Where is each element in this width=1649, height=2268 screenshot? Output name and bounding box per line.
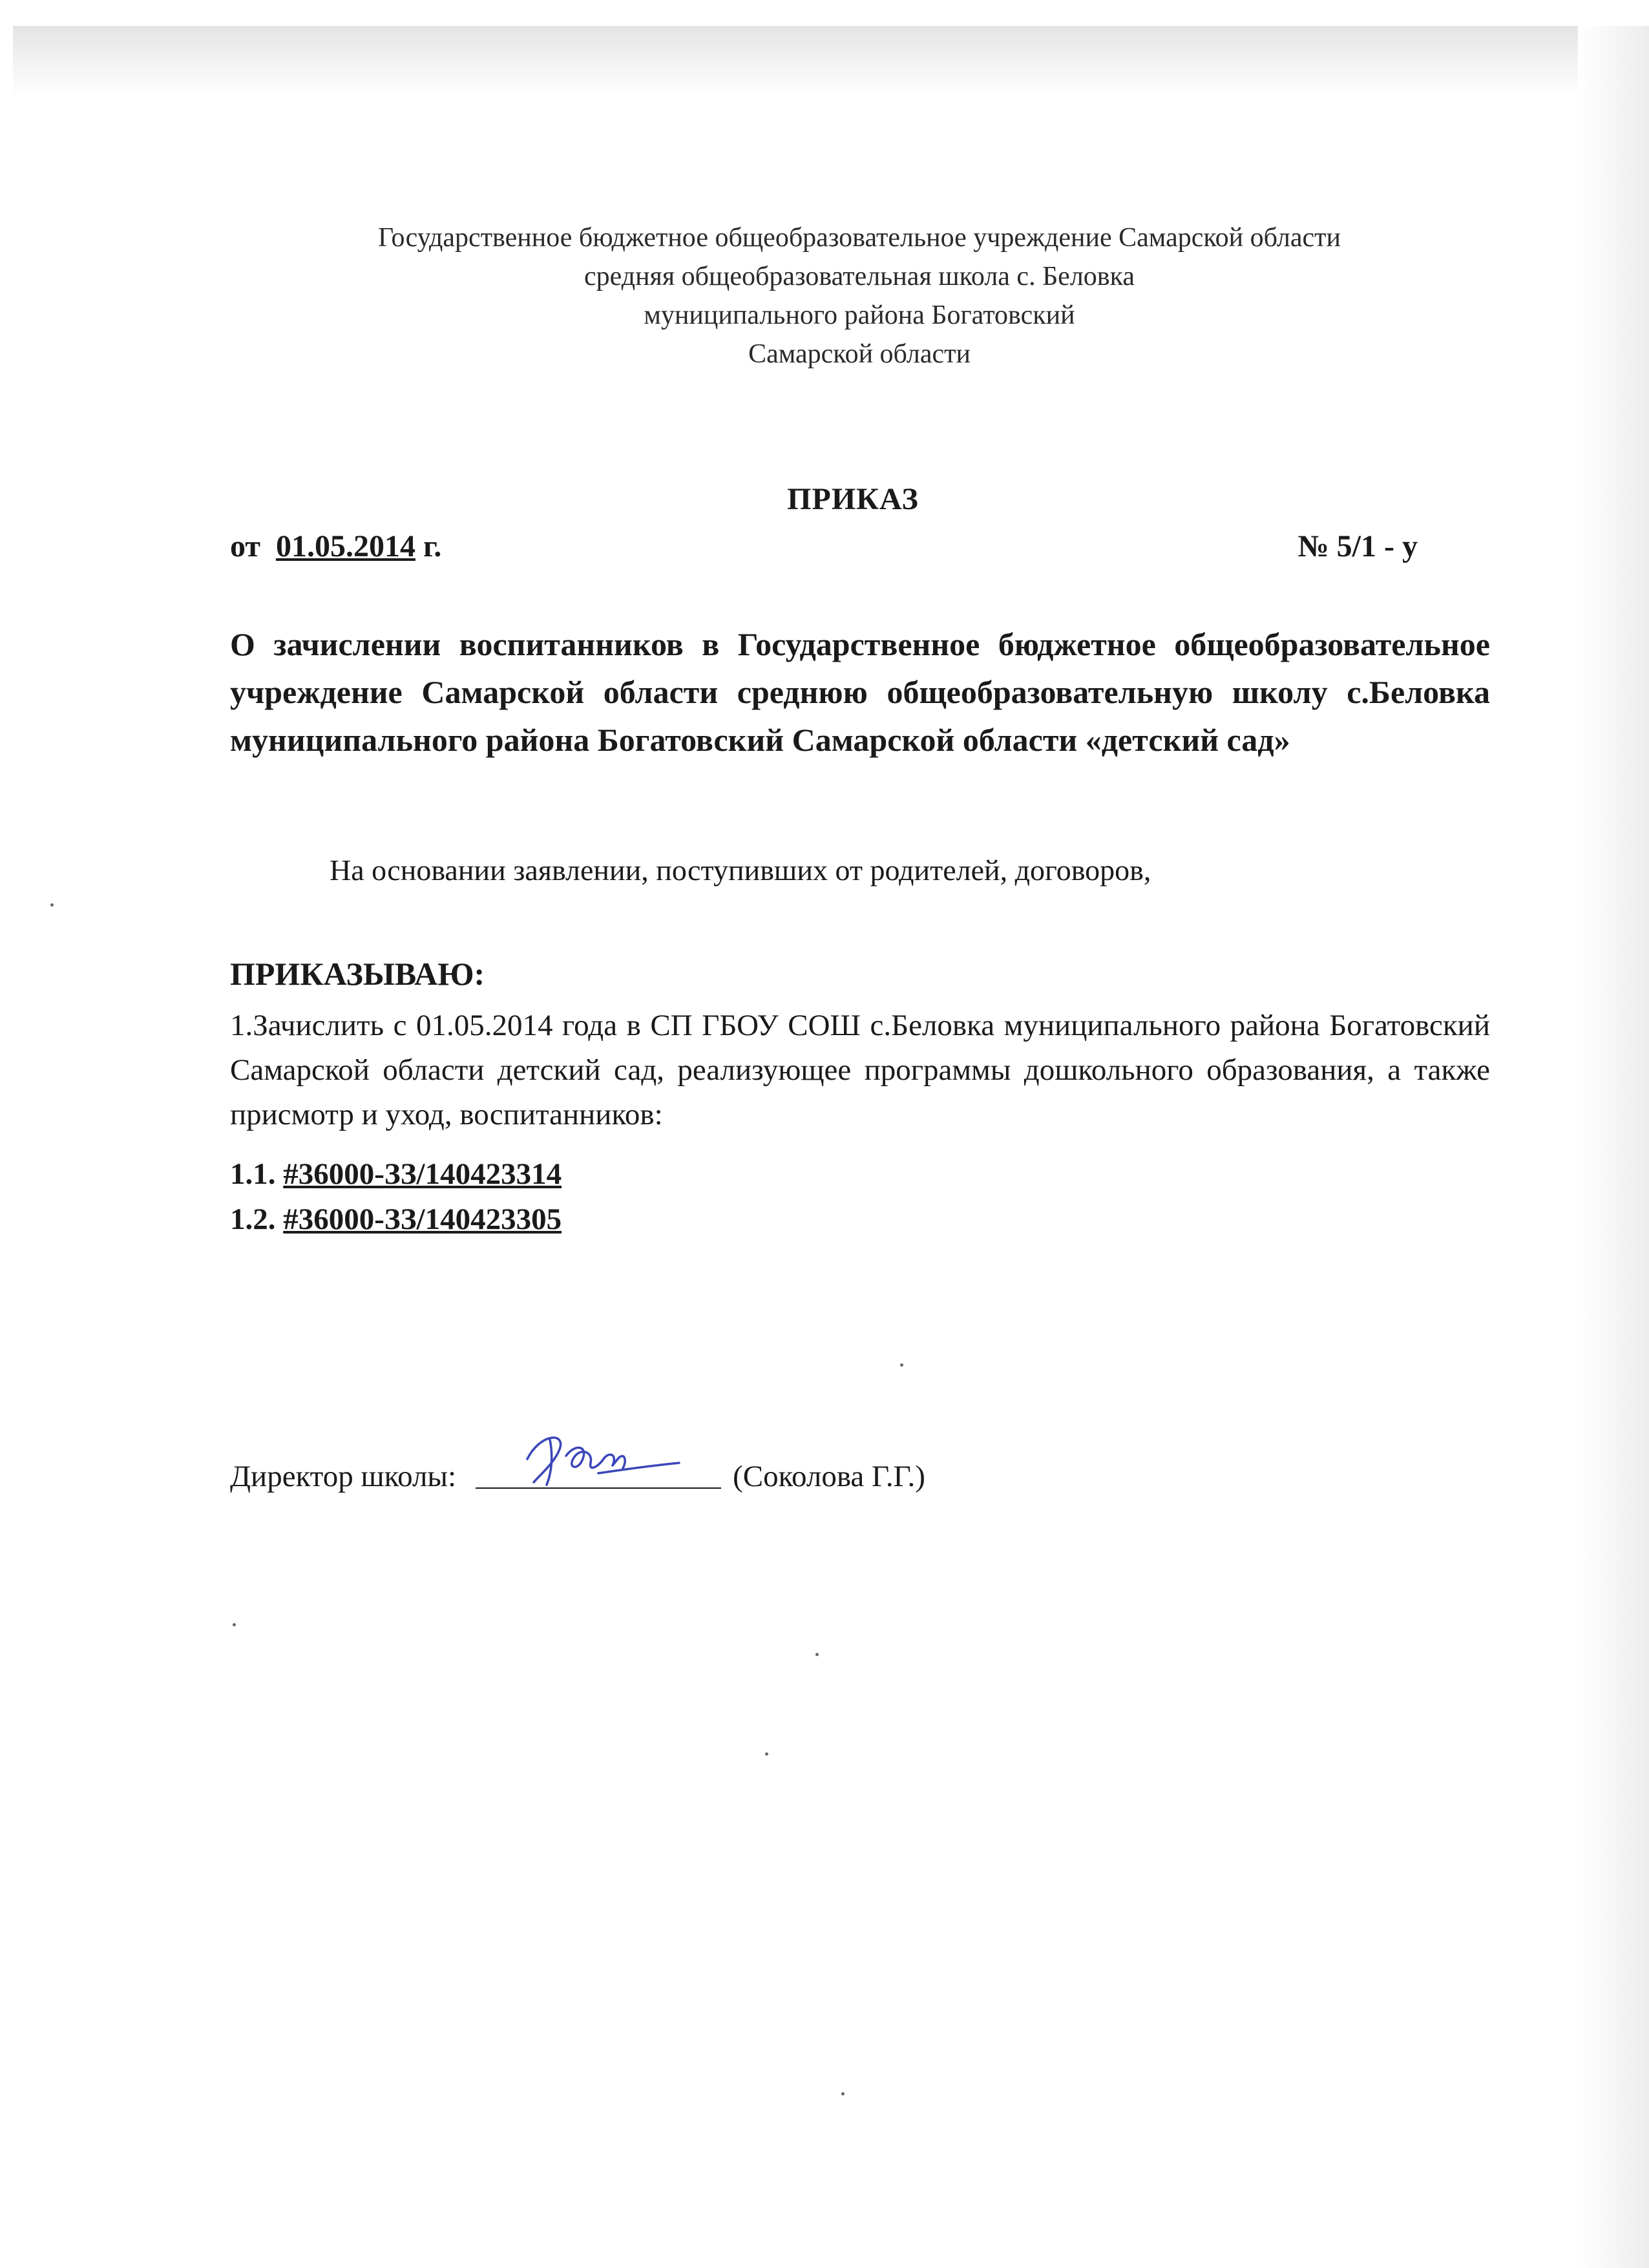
scan-speck [50,903,54,907]
date-suffix: г. [423,529,442,563]
orders-heading: ПРИКАЗЫВАЮ: [230,956,485,992]
handwritten-signature [514,1420,682,1491]
signatory-name: (Соколова Г.Г.) [733,1460,925,1493]
order-subitem-1-1 [230,1157,562,1192]
header-line-1: Государственное бюджетное общеобразовательное учреждение Самарской области [377,223,1341,253]
scan-speck [765,1752,768,1756]
scan-shadow-right [1578,26,1649,2268]
order-basis: На основании заявлении, поступивших от родителей, договоров, [330,854,1151,887]
scan-speck [233,1623,236,1626]
date-value: 01.05.2014 [275,529,415,563]
signature-role: Директор школы: [230,1460,457,1493]
subitem-number: 1.1. [230,1157,276,1191]
header-line-4: Самарской области [748,339,971,369]
order-item-1: 1.Зачислить с 01.05.2014 года в СП ГБОУ СОШ с.Беловка муниципального района Богатовский Самарской области детский сад, реализующее программы дошкольного образования, а также присмотр и уход, воспитанников: [230,1009,1490,1131]
subitem-number: 1.2. [230,1202,276,1236]
document-title: ПРИКАЗ [787,482,919,516]
institution-header [233,218,1486,373]
scan-speck [900,1363,903,1367]
header-line-3: муниципального района Богатовский [644,300,1075,330]
order-date-number-line [230,529,1418,564]
scan-shadow-top [13,26,1583,97]
order-date [230,529,441,564]
order-number: № 5/1 - у [1297,529,1418,563]
header-line-2: средняя общеобразовательная школа с. Беловка [583,262,1135,291]
order-subject: О зачислении воспитанников в Государственное бюджетное общеобразовательное учреждение Самарской области среднюю общеобразовательную школу с.Беловка муниципального района Богатовский Самарской области «детский сад» [230,626,1490,758]
signature-line [476,1451,721,1489]
order-subitem-1-2 [230,1202,562,1237]
scan-speck [815,1653,819,1656]
subitem-code: #36000-ЗЗ/140423314 [283,1157,562,1191]
subitem-code: #36000-ЗЗ/140423305 [283,1202,562,1236]
scan-speck [841,2092,845,2095]
signature-block [230,1451,925,1494]
date-prefix: от [230,529,260,563]
